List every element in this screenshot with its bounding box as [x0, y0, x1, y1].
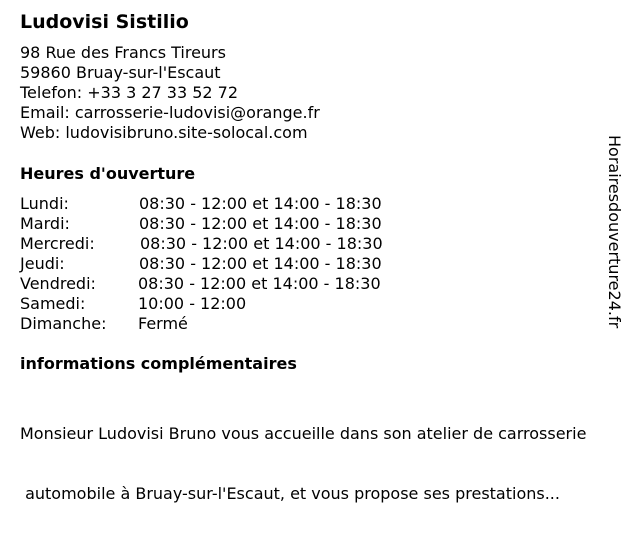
- hours-table: [20, 194, 440, 334]
- day-hours: Fermé: [138, 314, 188, 333]
- address-city: 59860 Bruay-sur-l'Escaut: [20, 63, 221, 82]
- day-hours: 10:00 - 12:00: [138, 294, 247, 313]
- hours-row-saturday: [20, 294, 440, 314]
- address-street: 98 Rue des Francs Tireurs: [20, 43, 226, 62]
- description-line: automobile à Bruay-sur-l'Escaut, et vous propose ses prestations...: [20, 484, 560, 503]
- day-label: Lundi:: [20, 194, 69, 213]
- business-description: [20, 384, 586, 544]
- email-address: Email: carrosserie-ludovisi@orange.fr: [20, 103, 320, 122]
- info-heading: informations complémentaires: [20, 354, 297, 373]
- description-line: Monsieur Ludovisi Bruno vous accueille dans son atelier de carrosserie: [20, 424, 587, 443]
- day-hours: 08:30 - 12:00 et 14:00 - 18:30: [140, 234, 383, 253]
- contact-block: [20, 43, 320, 143]
- day-label: Dimanche:: [20, 314, 107, 333]
- hours-row-monday: [20, 194, 440, 214]
- day-label: Mardi:: [20, 214, 70, 233]
- hours-row-wednesday: [20, 234, 440, 254]
- day-label: Mercredi:: [20, 234, 95, 253]
- business-name: Ludovisi Sistilio: [20, 11, 189, 33]
- day-hours: 08:30 - 12:00 et 14:00 - 18:30: [139, 214, 382, 233]
- day-hours: 08:30 - 12:00 et 14:00 - 18:30: [139, 194, 382, 213]
- day-label: Samedi:: [20, 294, 86, 313]
- day-label: Vendredi:: [20, 274, 96, 293]
- day-hours: 08:30 - 12:00 et 14:00 - 18:30: [138, 274, 381, 293]
- site-watermark: Horairesdouverture24.fr: [605, 135, 624, 329]
- hours-row-friday: [20, 274, 440, 294]
- day-label: Jeudi:: [20, 254, 65, 273]
- website: Web: ludovisibruno.site-solocal.com: [20, 123, 308, 142]
- hours-row-sunday: [20, 314, 440, 334]
- hours-row-thursday: [20, 254, 440, 274]
- day-hours: 08:30 - 12:00 et 14:00 - 18:30: [139, 254, 382, 273]
- phone-number: Telefon: +33 3 27 33 52 72: [20, 83, 239, 102]
- hours-row-tuesday: [20, 214, 440, 234]
- hours-heading: Heures d'ouverture: [20, 164, 196, 183]
